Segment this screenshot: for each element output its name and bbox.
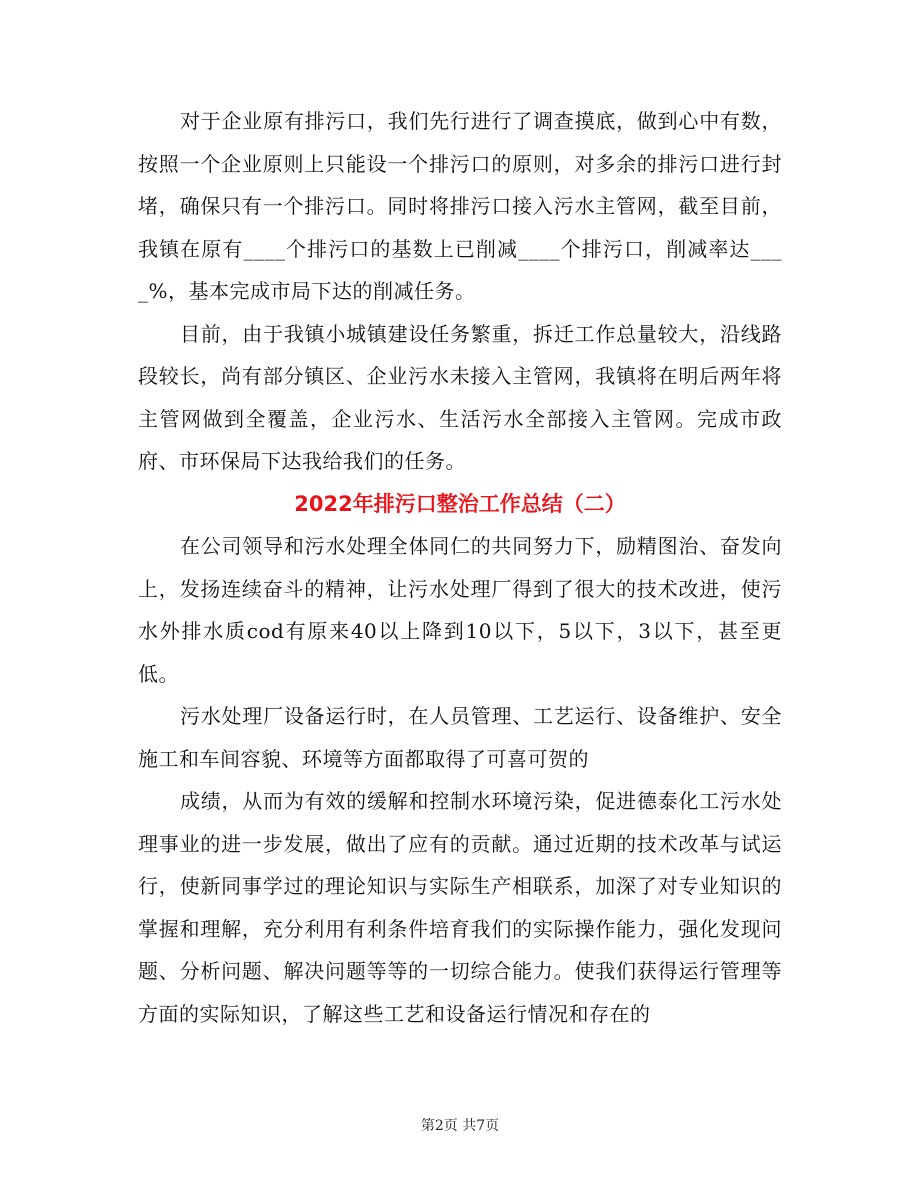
paragraph-equipment-operation: 污水处理厂设备运行时，在人员管理、工艺运行、设备维护、安全施工和车间容貌、环境等方面都取得了可喜可贺的 [138,704,782,771]
paragraph-outlet-survey: 对于企业原有排污口，我们先行进行了调查摸底，做到心中有数，按照一个企业原则上只能设一个排污口的原则，对多余的排污口进行封堵，确保只有一个排污口。同时将排污口接入污水主管网，截至目前，我镇在原有____个排污口的基数上已削减____个排污口，削减率达____%，基本完成市局下达的削减任务。 [138,109,782,303]
paragraph-achievements: 成绩，从而为有效的缓解和控制水环境污染，促进德泰化工污水处理事业的进一步发展，做出了应有的贡献。通过近期的技术改革与试运行，使新同事学过的理论知识与实际生产相联系，加深了对专业知识的掌握和理解，充分利用有利条件培育我们的实际操作能力，强化发现问题、分析问题、解决问题等等的一切综合能力。使我们获得运行管理等方面的实际知识，了解这些工艺和设备运行情况和存在的 [138,789,782,1026]
paragraph-technical-improvement: 在公司领导和污水处理全体同仁的共同努力下，励精图治、奋发向上，发扬连续奋斗的精神，让污水处理厂得到了很大的技术改进，使污水外排水质cod有原来40以上降到10以下，5以下，3以下，甚至更低。 [138,534,782,686]
document-body [138,100,782,1035]
page-number-footer: 第2页 共7页 [420,1118,500,1134]
section-title: 2022年排污口整治工作总结（二） [294,491,626,516]
paragraph-current-situation: 目前，由于我镇小城镇建设任务繁重，拆迁工作总量较大，沿线路段较长，尚有部分镇区、企业污水未接入主管网，我镇将在明后两年将主管网做到全覆盖，企业污水、生活污水全部接入主管网。完成市政府、市环保局下达我给我们的任务。 [138,321,782,473]
